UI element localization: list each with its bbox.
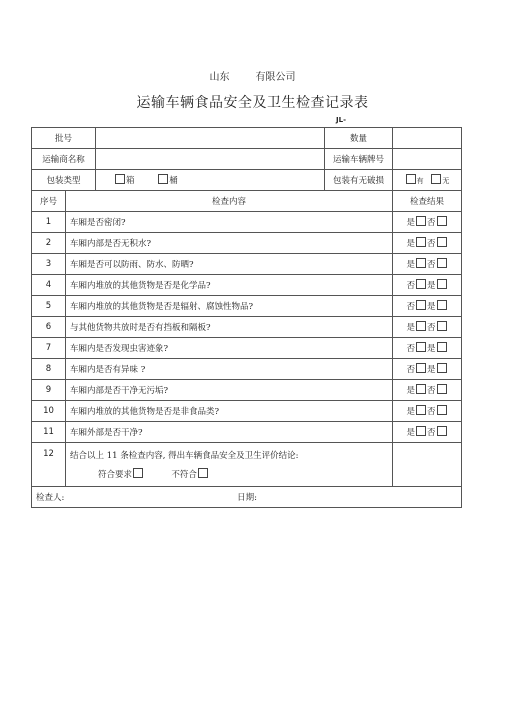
check-result <box>393 380 462 401</box>
result-option-a-label: 否 <box>406 302 416 312</box>
check-item-text: 车厢是否密闭? <box>66 212 393 233</box>
result-option-b-checkbox[interactable] <box>437 279 447 289</box>
col-result-header: 检查结果 <box>393 191 462 212</box>
result-option-b-checkbox[interactable] <box>437 321 447 331</box>
row-number: 1 <box>32 212 66 233</box>
result-option-b-checkbox[interactable] <box>437 426 447 436</box>
conform-label: 符合要求 <box>98 470 133 480</box>
col-no-header: 序号 <box>32 191 66 212</box>
result-option-b-label: 是 <box>427 302 436 312</box>
damage-options <box>393 170 462 191</box>
conclusion-row <box>32 443 462 487</box>
pack-type-options <box>96 170 325 191</box>
pack-barrel-checkbox[interactable] <box>158 174 168 184</box>
check-result <box>393 233 462 254</box>
check-row <box>32 401 462 422</box>
check-row <box>32 380 462 401</box>
conclusion-result-cell <box>393 443 462 487</box>
check-row <box>32 422 462 443</box>
check-row <box>32 233 462 254</box>
conclusion-text: 结合以上 11 条检查内容, 得出车辆食品安全及卫生评价结论: <box>70 451 299 461</box>
form-title: 运输车辆食品安全及卫生检查记录表 <box>136 95 369 111</box>
result-option-b-checkbox[interactable] <box>437 363 447 373</box>
row-number: 4 <box>32 275 66 296</box>
result-option-b-label: 否 <box>427 239 436 249</box>
row-number: 6 <box>32 317 66 338</box>
result-option-b-checkbox[interactable] <box>437 384 447 394</box>
qty-label: 数量 <box>325 128 393 149</box>
result-option-a-label: 否 <box>406 365 416 375</box>
result-option-a-checkbox[interactable] <box>416 300 426 310</box>
check-item-text: 与其他货物共放时是否有挡板和隔板? <box>66 317 393 338</box>
check-item-text: 车厢是否可以防雨、防水、防晒? <box>66 254 393 275</box>
result-option-a-checkbox[interactable] <box>416 279 426 289</box>
date-label: 日期: <box>237 493 257 503</box>
check-row <box>32 254 462 275</box>
result-option-b-checkbox[interactable] <box>437 300 447 310</box>
batch-field[interactable] <box>96 128 325 149</box>
row-number: 2 <box>32 233 66 254</box>
row-number: 11 <box>32 422 66 443</box>
check-row <box>32 275 462 296</box>
col-content-header: 检查内容 <box>66 191 393 212</box>
pack-box-label: 箱 <box>126 176 135 186</box>
result-option-b-checkbox[interactable] <box>437 342 447 352</box>
result-option-a-label: 是 <box>406 239 416 249</box>
batch-label: 批号 <box>32 128 96 149</box>
packaging-row <box>32 170 462 191</box>
result-option-b-checkbox[interactable] <box>437 258 447 268</box>
result-option-a-checkbox[interactable] <box>416 426 426 436</box>
damage-no-checkbox[interactable] <box>431 174 441 184</box>
result-option-a-checkbox[interactable] <box>416 216 426 226</box>
carrier-label: 运输商名称 <box>32 149 96 170</box>
row-number: 10 <box>32 401 66 422</box>
row-number: 5 <box>32 296 66 317</box>
row-number: 8 <box>32 359 66 380</box>
header-row <box>32 191 462 212</box>
result-option-b-checkbox[interactable] <box>437 216 447 226</box>
result-option-b-label: 否 <box>427 323 436 333</box>
result-option-a-checkbox[interactable] <box>416 405 426 415</box>
inspector-label: 检查人: <box>36 493 65 503</box>
result-option-b-checkbox[interactable] <box>437 237 447 247</box>
check-row <box>32 296 462 317</box>
row-number: 3 <box>32 254 66 275</box>
damage-no-label: 无 <box>442 177 450 185</box>
check-item-text: 车厢内堆放的其他货物是否是辐射、腐蚀性物品? <box>66 296 393 317</box>
company-prefix: 山东 <box>209 72 230 83</box>
pack-box-checkbox[interactable] <box>115 174 125 184</box>
damage-label: 包装有无破损 <box>325 170 393 191</box>
check-result <box>393 359 462 380</box>
nonconform-checkbox[interactable] <box>198 468 208 478</box>
result-option-a-label: 是 <box>406 218 416 228</box>
result-option-a-checkbox[interactable] <box>416 363 426 373</box>
pack-barrel-label: 桶 <box>169 176 178 186</box>
check-row <box>32 317 462 338</box>
result-option-a-label: 是 <box>406 323 416 333</box>
check-result <box>393 422 462 443</box>
result-option-a-label: 是 <box>406 407 416 417</box>
qty-field[interactable] <box>393 128 462 149</box>
result-option-b-label: 否 <box>427 218 436 228</box>
pack-type-label: 包装类型 <box>32 170 96 191</box>
result-option-a-checkbox[interactable] <box>416 384 426 394</box>
result-option-a-label: 是 <box>406 428 416 438</box>
result-option-b-label: 是 <box>427 365 436 375</box>
check-item-text: 车厢外部是否干净? <box>66 422 393 443</box>
signature-row <box>32 487 462 508</box>
check-row <box>32 212 462 233</box>
check-item-text: 车厢内堆放的其他货物是否是非食品类? <box>66 401 393 422</box>
conclusion-no: 12 <box>32 443 66 487</box>
row-number: 9 <box>32 380 66 401</box>
result-option-a-checkbox[interactable] <box>416 237 426 247</box>
plate-field[interactable] <box>393 149 462 170</box>
check-result <box>393 254 462 275</box>
check-item-text: 车厢内部是否干净无污垢? <box>66 380 393 401</box>
result-option-a-label: 否 <box>406 281 416 291</box>
check-item-text: 车厢内是否发现虫害迹象? <box>66 338 393 359</box>
check-item-text: 车厢内是否有异味 ? <box>66 359 393 380</box>
result-option-b-label: 否 <box>427 428 436 438</box>
damage-yes-label: 有 <box>416 177 424 185</box>
result-option-a-label: 否 <box>406 344 416 354</box>
result-option-a-label: 是 <box>406 386 416 396</box>
check-result <box>393 296 462 317</box>
batch-row <box>32 128 462 149</box>
check-result <box>393 317 462 338</box>
result-option-a-checkbox[interactable] <box>416 342 426 352</box>
result-option-b-label: 否 <box>427 407 436 417</box>
damage-yes-checkbox[interactable] <box>406 174 416 184</box>
plate-label: 运输车辆牌号 <box>325 149 393 170</box>
check-result <box>393 212 462 233</box>
conclusion-cell <box>66 443 393 487</box>
result-option-b-label: 否 <box>427 260 436 270</box>
result-option-a-checkbox[interactable] <box>416 258 426 268</box>
check-item-text: 车厢内堆放的其他货物是否是化学品? <box>66 275 393 296</box>
nonconform-label: 不符合 <box>171 470 197 480</box>
result-option-a-checkbox[interactable] <box>416 321 426 331</box>
company-name <box>0 68 505 83</box>
check-result <box>393 275 462 296</box>
check-item-text: 车厢内部是否无积水? <box>66 233 393 254</box>
check-result <box>393 401 462 422</box>
carrier-row <box>32 149 462 170</box>
conform-checkbox[interactable] <box>133 468 143 478</box>
result-option-b-label: 否 <box>427 386 436 396</box>
doc-number: JL- <box>336 116 346 124</box>
company-suffix: 有限公司 <box>255 72 296 83</box>
check-row <box>32 338 462 359</box>
check-result <box>393 338 462 359</box>
result-option-b-checkbox[interactable] <box>437 405 447 415</box>
result-option-a-label: 是 <box>406 260 416 270</box>
signature-cell <box>32 487 462 508</box>
carrier-field[interactable] <box>96 149 325 170</box>
result-option-b-label: 是 <box>427 281 436 291</box>
row-number: 7 <box>32 338 66 359</box>
inspection-table <box>31 127 462 508</box>
check-row <box>32 359 462 380</box>
result-option-b-label: 是 <box>427 344 436 354</box>
